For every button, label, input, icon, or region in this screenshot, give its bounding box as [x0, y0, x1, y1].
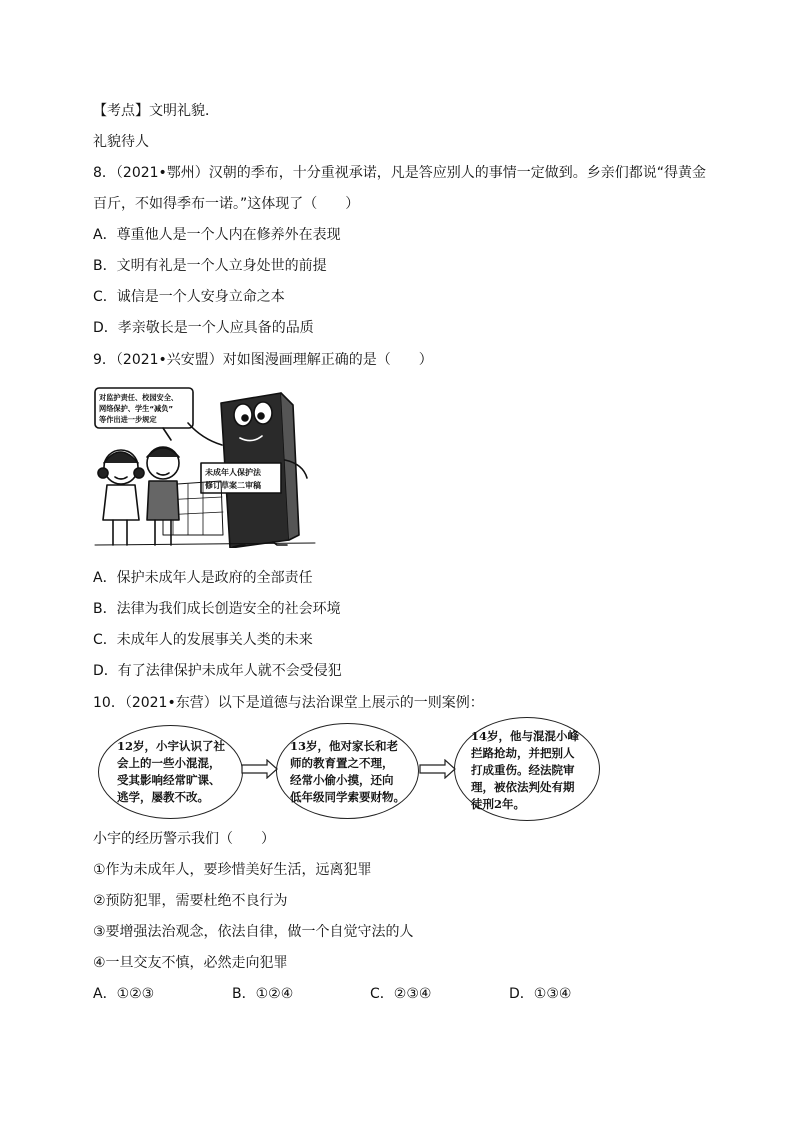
- q8-option-a: A．尊重他人是一个人内在修养外在表现: [93, 227, 341, 243]
- case-box-3: [454, 717, 600, 821]
- q10-option-c: C．②③④: [370, 986, 432, 1002]
- q9-cartoon: [93, 385, 318, 548]
- q9-option-d: D．有了法律保护未成年人就不会受侵犯: [93, 663, 342, 679]
- q10-statement-1: ①作为未成年人，要珍惜美好生活，远离犯罪: [93, 862, 372, 878]
- book-label-1: 未成年人保护法: [205, 468, 261, 477]
- q9-option-a: A．保护未成年人是政府的全部责任: [93, 570, 313, 586]
- q10-option-b: B．①②④: [232, 986, 294, 1002]
- q10-option-a: A．①②③: [93, 986, 155, 1002]
- case-box-2: [276, 723, 419, 819]
- flow-arrow-1: [241, 759, 278, 779]
- q10-statement-3: ③要增强法治观念，依法自律，做一个自觉守法的人: [93, 924, 414, 940]
- case-box-3-line-5: 徒刑2年。: [471, 797, 526, 811]
- case-box-2-line-3: 经常小偷小摸，还向: [290, 773, 394, 787]
- book-label-2: 修订草案二审稿: [205, 481, 261, 490]
- q8-option-b: B．文明有礼是一个人立身处世的前提: [93, 258, 327, 274]
- kaodian-line: 【考点】文明礼貌．: [93, 103, 219, 119]
- q8-stem-line1: 8．（2021•鄂州）汉朝的季布，十分重视承诺，凡是答应别人的事情一定做到。乡亲们都说“得黄金: [93, 165, 707, 181]
- case-box-2-line-4: 低年级同学索要财物。: [290, 790, 405, 804]
- q8-option-c: C．诚信是一个人安身立命之本: [93, 289, 285, 305]
- case-box-3-line-2: 拦路抢劫，并把别人: [471, 746, 575, 760]
- case-box-1-line-1: 12岁，小宇认识了社: [117, 739, 226, 753]
- q10-statement-2: ②预防犯罪，需要杜绝不良行为: [93, 893, 288, 909]
- speech-line-3: 等作出进一步规定: [99, 415, 157, 424]
- speech-line-2: 网络保护、学生“减负”: [99, 404, 174, 413]
- q9-option-c: C．未成年人的发展事关人类的未来: [93, 632, 313, 648]
- case-box-3-line-4: 理，被依法判处有期: [471, 780, 575, 794]
- q8-option-d: D．孝亲敬长是一个人应具备的品质: [93, 320, 314, 336]
- q9-option-b: B．法律为我们成长创造安全的社会环境: [93, 601, 341, 617]
- q10-stem: 10．（2021•东营）以下是道德与法治课堂上展示的一则案例：: [93, 695, 484, 711]
- speech-line-1: 对监护责任、校园安全、: [99, 393, 179, 402]
- q10-prompt: 小宇的经历警示我们（ ）: [93, 831, 275, 847]
- q10-option-d: D．①③④: [509, 986, 572, 1002]
- case-box-1: [98, 725, 243, 819]
- case-box-3-line-3: 打成重伤。经法院审: [471, 763, 575, 777]
- case-flow: [98, 723, 698, 823]
- case-box-1-line-4: 逃学，屡教不改。: [117, 790, 209, 804]
- q10-statement-4: ④一旦交友不慎，必然走向犯罪: [93, 955, 288, 971]
- answer-line: 礼貌待人: [93, 134, 149, 150]
- q9-stem: 9．（2021•兴安盟）对如图漫画理解正确的是（ ）: [93, 352, 433, 368]
- flow-arrow-2: [419, 759, 456, 779]
- q8-stem-line2: 百斤，不如得季布一诺。”这体现了（ ）: [93, 196, 360, 212]
- case-box-3-line-1: 14岁，他与混混小峰: [471, 729, 580, 743]
- case-box-1-line-3: 受其影响经常旷课、: [117, 773, 221, 787]
- case-box-1-line-2: 会上的一些小混混，: [117, 756, 221, 770]
- case-box-2-line-2: 师的教育置之不理，: [290, 756, 394, 770]
- case-box-2-line-1: 13岁，他对家长和老: [290, 739, 399, 753]
